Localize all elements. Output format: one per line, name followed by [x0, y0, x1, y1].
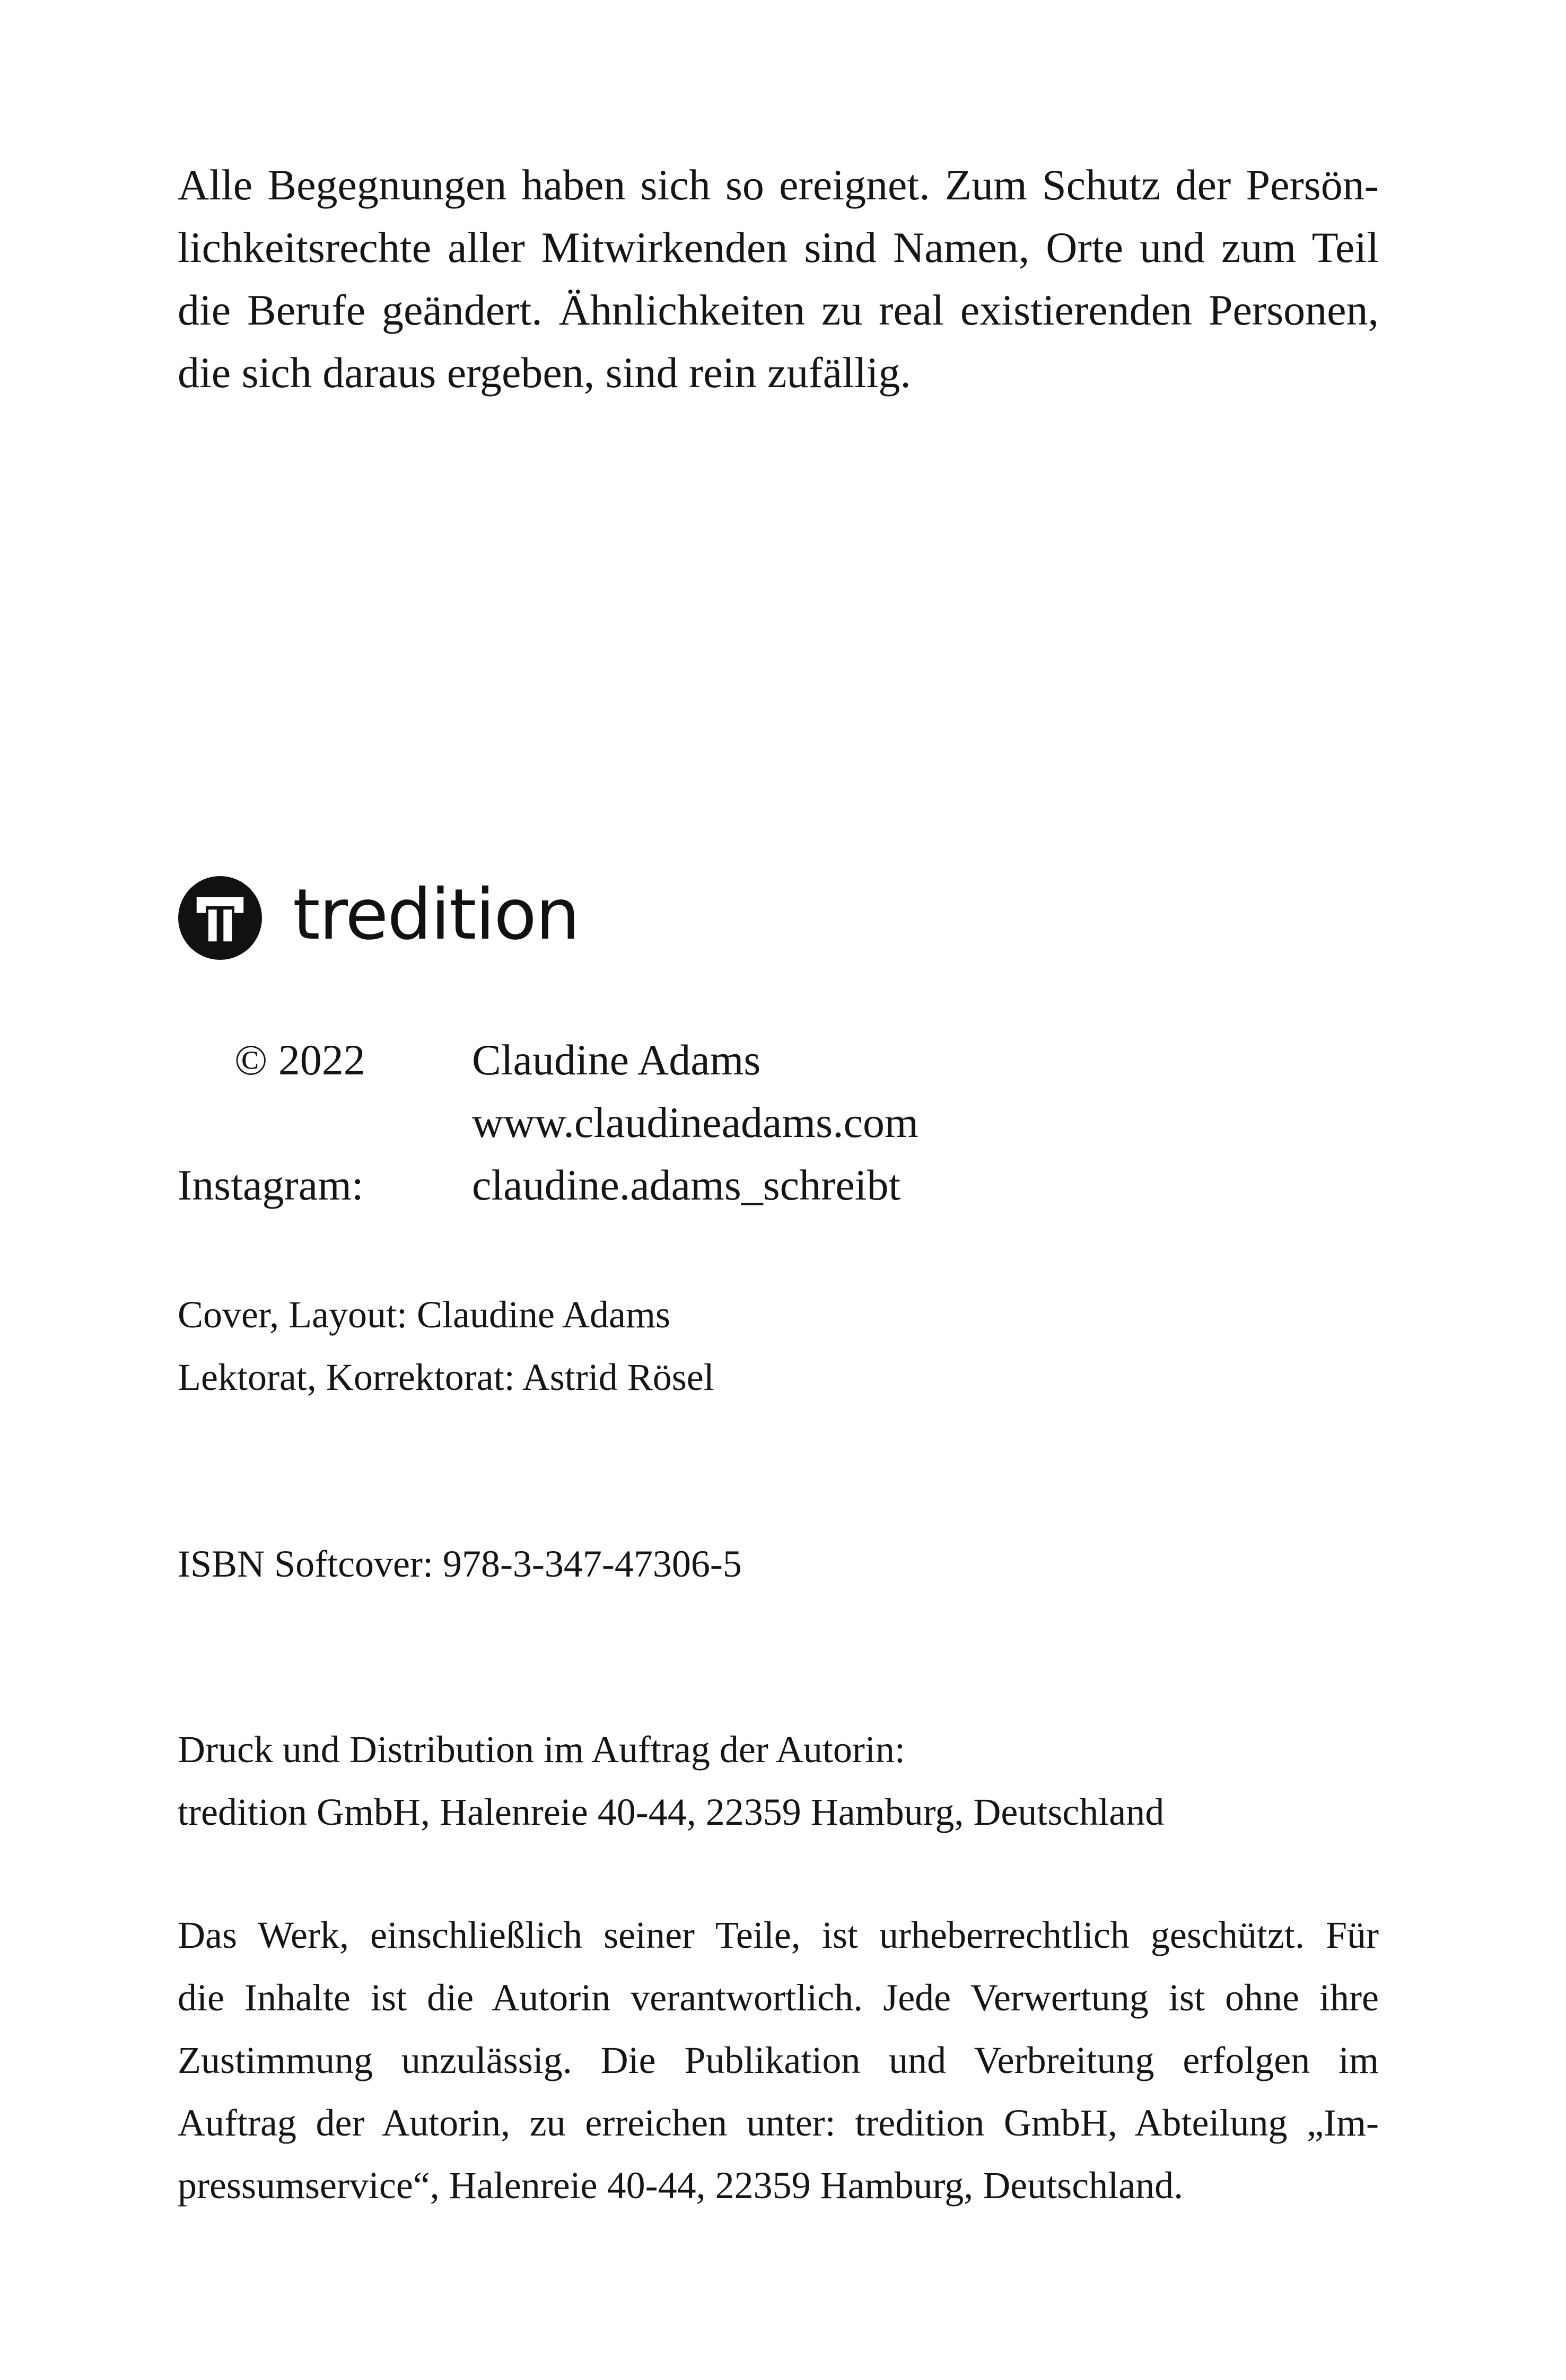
- publisher-logo: [178, 875, 579, 961]
- credits-block: [178, 1029, 918, 1217]
- disclaimer-line: die Berufe geändert. Ähnlichkeiten zu real existierenden Personen,: [178, 286, 1379, 334]
- instagram-row: [178, 1154, 918, 1217]
- distribution-block: [178, 1718, 1164, 1843]
- instagram-handle: claudine.adams_schreibt: [472, 1161, 901, 1209]
- legal-line: die Inhalte ist die Autorin verantwortlich. Jede Verwertung ist ohne ihre: [178, 1976, 1379, 2019]
- isbn-text: ISBN Softcover: 978-3-347-47306-5: [178, 1543, 742, 1585]
- website-spacer: [178, 1091, 472, 1154]
- production-credits: [178, 1283, 714, 1408]
- distribution-line: Druck und Distribution im Auftrag der Autorin:: [178, 1728, 905, 1771]
- isbn-block: [178, 1533, 742, 1595]
- copyright-row: [178, 1029, 918, 1091]
- copyright-label: © 2022: [234, 1036, 365, 1084]
- website-row: [178, 1091, 918, 1154]
- legal-paragraph: [178, 1904, 1379, 2217]
- legal-line: pressumservice“, Halenreie 40-44, 22359 Hamburg, Deutschland.: [178, 2164, 1184, 2207]
- tredition-t-logo-icon: [178, 876, 262, 960]
- legal-line: Das Werk, einschließlich seiner Teile, ist urheberrechtlich geschützt. Für: [178, 1914, 1379, 1956]
- disclaimer-line: lichkeitsrechte aller Mitwirkenden sind Namen, Orte und zum Teil: [178, 223, 1379, 272]
- author-website: www.claudineadams.com: [472, 1098, 918, 1147]
- author-name: Claudine Adams: [472, 1036, 761, 1084]
- disclaimer-paragraph: [178, 154, 1379, 404]
- legal-line: Auftrag der Autorin, zu erreichen unter: tredition GmbH, Abteilung „Im-: [178, 2102, 1379, 2144]
- legal-line: Zustimmung unzulässig. Die Publikation und Verbreitung erfolgen im: [178, 2039, 1379, 2081]
- instagram-label: Instagram:: [178, 1161, 364, 1209]
- disclaimer-line: Alle Begegnungen haben sich so ereignet. Zum Schutz der Persön-: [178, 161, 1379, 209]
- distribution-address: tredition GmbH, Halenreie 40-44, 22359 Hamburg, Deutschland: [178, 1791, 1165, 1833]
- editing-credit: Lektorat, Korrektorat: Astrid Rösel: [178, 1356, 714, 1398]
- disclaimer-line: die sich daraus ergeben, sind rein zufällig.: [178, 348, 911, 397]
- publisher-logo-text: tredition: [293, 874, 579, 956]
- cover-layout-credit: Cover, Layout: Claudine Adams: [178, 1293, 670, 1336]
